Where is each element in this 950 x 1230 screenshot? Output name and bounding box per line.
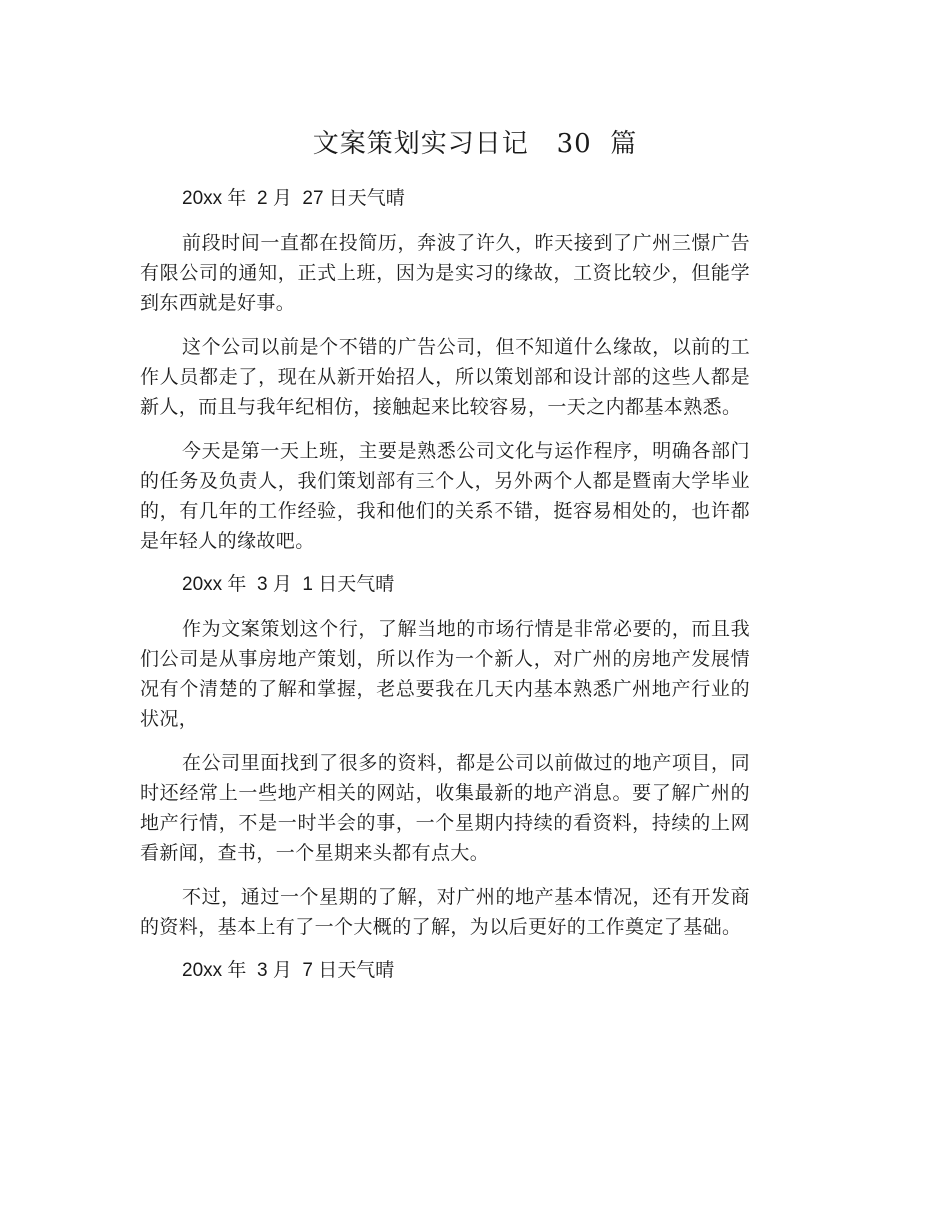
entry-date: 20xx 年 3 月 1 日天气晴: [182, 574, 395, 595]
entry-paragraph: 前段时间一直都在投简历，奔波了许久，昨天接到了广州三憬广告有限公司的通知，正式上班，因为是实习的缘故，工资比较少，但能学到东西就是好事。: [140, 232, 750, 314]
entry-date: 20xx 年 2 月 27 日天气晴: [182, 188, 405, 209]
document-title: 文案策划实习日记 30 篇: [312, 129, 638, 159]
entry-paragraph: 这个公司以前是个不错的广告公司，但不知道什么缘故，以前的工作人员都走了，现在从新开始招人，所以策划部和设计部的这些人都是新人，而且与我年纪相仿，接触起来比较容易，一天之内都基本熟悉。: [140, 336, 750, 418]
entry-paragraph: 在公司里面找到了很多的资料，都是公司以前做过的地产项目，同时还经常上一些地产相关的网站，收集最新的地产消息。要了解广州的地产行情，不是一时半会的事，一个星期内持续的看资料，持续的上网看新闻，查书，一个星期来头都有点大。: [140, 752, 750, 864]
entry-paragraph: 作为文案策划这个行，了解当地的市场行情是非常必要的，而且我们公司是从事房地产策划，所以作为一个新人，对广州的房地产发展情况有个清楚的了解和掌握，老总要我在几天内基本熟悉广州地产行业的状况，: [140, 618, 750, 730]
document-body: [140, 184, 750, 1000]
entry-date: 20xx 年 3 月 7 日天气晴: [182, 960, 395, 981]
entry-paragraph: 今天是第一天上班，主要是熟悉公司文化与运作程序，明确各部门的任务及负责人，我们策划部有三个人，另外两个人都是暨南大学毕业的，有几年的工作经验，我和他们的关系不错，挺容易相处的，也许都是年轻人的缘故吧。: [140, 440, 750, 552]
entry-paragraph: 不过，通过一个星期的了解，对广州的地产基本情况，还有开发商的资料，基本上有了一个大概的了解，为以后更好的工作奠定了基础。: [140, 886, 750, 938]
